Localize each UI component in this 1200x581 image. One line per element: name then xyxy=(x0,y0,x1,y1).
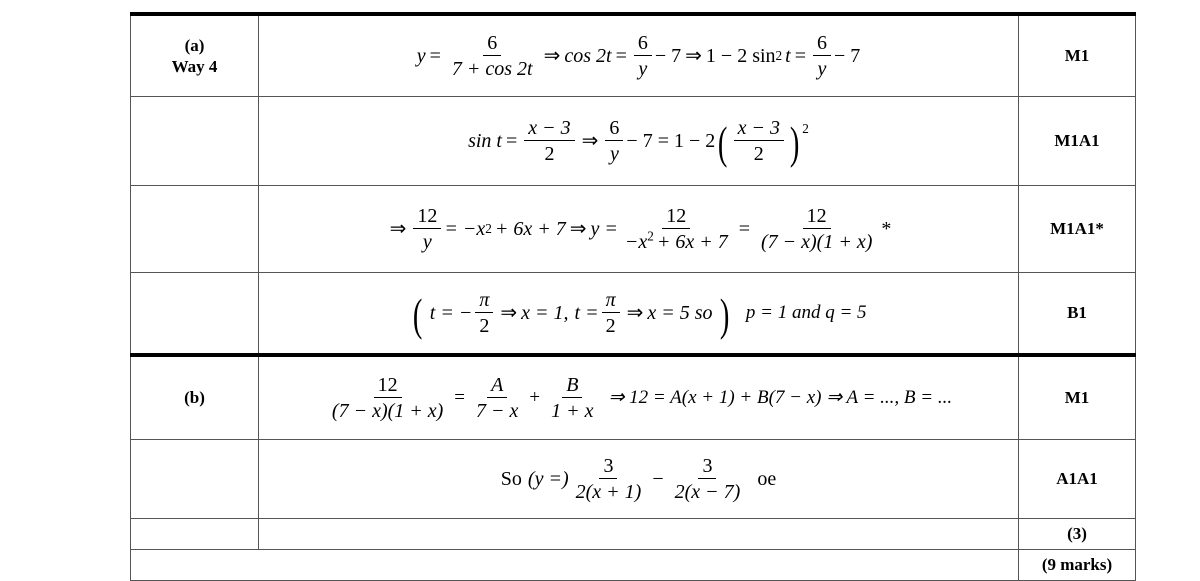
row-label-b xyxy=(131,355,259,440)
denominator: y xyxy=(422,231,432,253)
frag-eq: = xyxy=(454,386,466,408)
numerator: 12 xyxy=(374,374,402,398)
row-working-3 xyxy=(259,186,1019,273)
right-paren: ) xyxy=(789,116,800,168)
frag-one-minus-2sin: 1 − 2 sin xyxy=(705,45,776,67)
mark-scheme-table xyxy=(130,12,1136,581)
fraction-12-over-y xyxy=(413,205,441,253)
implies-icon-1: ⇒ xyxy=(543,45,561,67)
frag-eq2: = xyxy=(615,45,627,67)
row-label-empty-4 xyxy=(131,273,259,356)
row-working-1 xyxy=(259,14,1019,97)
denominator xyxy=(621,229,732,253)
table-row xyxy=(131,186,1136,273)
table-row-total-b xyxy=(131,519,1136,550)
frag-eq2: = xyxy=(738,218,750,240)
table-row xyxy=(131,355,1136,440)
row-mark-4: B1 xyxy=(1019,273,1136,356)
math-expression-6 xyxy=(501,455,776,503)
row-working-2 xyxy=(259,97,1019,186)
fraction-12-over-factored xyxy=(757,205,876,253)
numerator: 12 xyxy=(662,205,690,229)
total-row-label-blank xyxy=(131,519,259,550)
row-working-4 xyxy=(259,273,1019,356)
total-row-working-blank xyxy=(259,519,1019,550)
table-row xyxy=(131,273,1136,356)
denominator: 1 + x xyxy=(551,400,594,422)
row-mark-3: M1A1* xyxy=(1019,186,1136,273)
implies-icon-1: ⇒ xyxy=(581,130,599,152)
part-b-total: (3) xyxy=(1019,519,1136,550)
denominator: 2(x + 1) xyxy=(575,481,642,503)
row-mark-6: A1A1 xyxy=(1019,440,1136,519)
numerator: A xyxy=(487,374,507,398)
den-sup: 2 xyxy=(647,228,654,244)
implies-icon-2: ⇒ xyxy=(569,218,587,240)
frag-x5: x = 5 so xyxy=(647,302,713,324)
fraction-3-over-2xplus1 xyxy=(572,455,646,503)
frag-t-eq: t = − xyxy=(429,302,473,324)
denominator: 2 xyxy=(479,315,490,337)
numerator: B xyxy=(562,374,582,398)
fraction-3-over-2xminus7 xyxy=(671,455,745,503)
implies-icon-2: ⇒ xyxy=(626,302,644,324)
den-part-b: + 6x + 7 xyxy=(656,231,728,253)
numerator: 6 xyxy=(483,32,501,56)
frag-so: So xyxy=(500,468,522,490)
left-paren: ( xyxy=(413,288,423,340)
denominator: 2 xyxy=(544,143,555,165)
frag-sint: sin t xyxy=(468,130,502,152)
frag-plus: + 6x + 7 xyxy=(494,218,566,240)
right-paren: ) xyxy=(719,288,729,340)
fraction-6-over-y xyxy=(605,117,623,165)
numerator: x − 3 xyxy=(524,117,574,141)
frag-t2: t = xyxy=(574,302,599,324)
numerator: 6 xyxy=(634,32,652,56)
numerator: x − 3 xyxy=(734,117,784,141)
fraction-6-over-7pluscos2t xyxy=(448,32,537,80)
frag-pq: p = 1 and q = 5 xyxy=(745,301,867,323)
numerator: 6 xyxy=(813,32,831,56)
fraction-A-over-7minusx xyxy=(472,374,522,422)
question-total: (9 marks) xyxy=(1019,550,1136,581)
frag-y-eq: y = xyxy=(590,218,618,240)
frag-eq: = xyxy=(506,130,518,152)
frag-minus7-eq: − 7 = 1 − 2 xyxy=(626,130,716,152)
denominator: 2 xyxy=(753,143,764,165)
table-row xyxy=(131,440,1136,519)
frag-y-eq: (y =) xyxy=(527,468,569,490)
denominator: 2(x − 7) xyxy=(674,481,741,503)
row-label-line1: (a) xyxy=(184,35,205,55)
implies-icon-1: ⇒ xyxy=(389,218,407,240)
row-working-6 xyxy=(259,440,1019,519)
frag-oe: oe xyxy=(757,468,777,490)
math-expression-1: y = $\frac{6}{7 + \cos 2t}$ ⇒ cos 2t = $\frac{6}{y}$ − 7 ⇒ 1 − 2 sin 2 t = $\frac{6}{y}$ − 7 xyxy=(416,32,861,80)
fraction-6-over-y xyxy=(634,32,652,80)
numerator: 12 xyxy=(413,205,441,229)
row-label-line1: (b) xyxy=(184,388,205,408)
numerator: 12 xyxy=(803,205,831,229)
denominator: y xyxy=(817,58,827,80)
row-mark-2: M1A1 xyxy=(1019,97,1136,186)
frag-eq: = xyxy=(429,45,441,67)
fraction-6-over-y-2 xyxy=(813,32,831,80)
frag-eq3: = xyxy=(794,45,806,67)
numerator: 3 xyxy=(599,455,617,479)
row-label-empty-3 xyxy=(131,186,259,273)
row-label-a xyxy=(131,14,259,97)
table-row xyxy=(131,97,1136,186)
denominator: 7 + cos 2t xyxy=(451,58,533,80)
fraction-B-over-1plusx xyxy=(547,374,597,422)
fraction-pi-over-2-b xyxy=(602,289,620,337)
numerator: π xyxy=(602,289,620,313)
math-expression-5 xyxy=(325,374,952,422)
den-part-a: −x xyxy=(624,231,648,253)
frag-plus: + xyxy=(529,386,541,408)
denominator: (7 − x)(1 + x) xyxy=(331,400,444,422)
numerator: 3 xyxy=(698,455,716,479)
numerator: 6 xyxy=(605,117,623,141)
frag-minus7: − 7 xyxy=(654,45,682,67)
fraction-pi-over-2 xyxy=(475,289,493,337)
frag-tail: ⇒ 12 = A(x + 1) + B(7 − x) ⇒ A = ..., B = ... xyxy=(608,386,953,408)
denominator: (7 − x)(1 + x) xyxy=(760,231,873,253)
fraction-x3-over-2 xyxy=(524,117,574,165)
denominator: y xyxy=(638,58,648,80)
table-row-total-question xyxy=(131,550,1136,581)
implies-icon-1: ⇒ xyxy=(500,302,518,324)
frag-y: y xyxy=(416,45,426,67)
denominator: y xyxy=(609,143,619,165)
numerator: π xyxy=(475,289,493,313)
implies-icon-2: ⇒ xyxy=(685,45,702,67)
row-label-empty-6 xyxy=(131,440,259,519)
frag-minus: − xyxy=(652,468,664,490)
frag-x1: x = 1, xyxy=(521,302,569,324)
star-icon: * xyxy=(881,218,892,240)
question-total-blank xyxy=(131,550,1019,581)
table-row xyxy=(131,14,1136,97)
row-mark-5: M1 xyxy=(1019,355,1136,440)
math-expression-2 xyxy=(468,116,809,168)
row-label-line2: Way 4 xyxy=(171,57,218,76)
left-paren: ( xyxy=(718,116,728,168)
fraction-12-over-factored xyxy=(328,374,447,422)
parenthesised-squared-group: ( $\frac{x - 3}{2}$ ) 2 xyxy=(718,116,809,168)
frag-cos2t: cos 2t xyxy=(564,45,612,67)
frag-minus7b: − 7 xyxy=(833,45,861,67)
fraction-12-over-quadratic xyxy=(621,205,732,253)
frag-rhs: = −x xyxy=(444,218,486,240)
denominator: 7 − x xyxy=(476,400,519,422)
row-working-5 xyxy=(259,355,1019,440)
row-label-empty-2 xyxy=(131,97,259,186)
row-mark-1: M1 xyxy=(1019,14,1136,97)
denominator: 2 xyxy=(605,315,616,337)
fraction-x3-over-2-b xyxy=(734,117,784,165)
math-expression-3: ⇒ $\frac{12}{y}$ = −x 2 + 6x + 7 ⇒ y = $\frac{12}{-x^2 + 6x + 7}$ = $\frac{12}{(7 - x)(1 + x)}$ * xyxy=(389,205,892,253)
math-expression-4 xyxy=(410,288,867,340)
frag-t: t xyxy=(785,45,791,67)
